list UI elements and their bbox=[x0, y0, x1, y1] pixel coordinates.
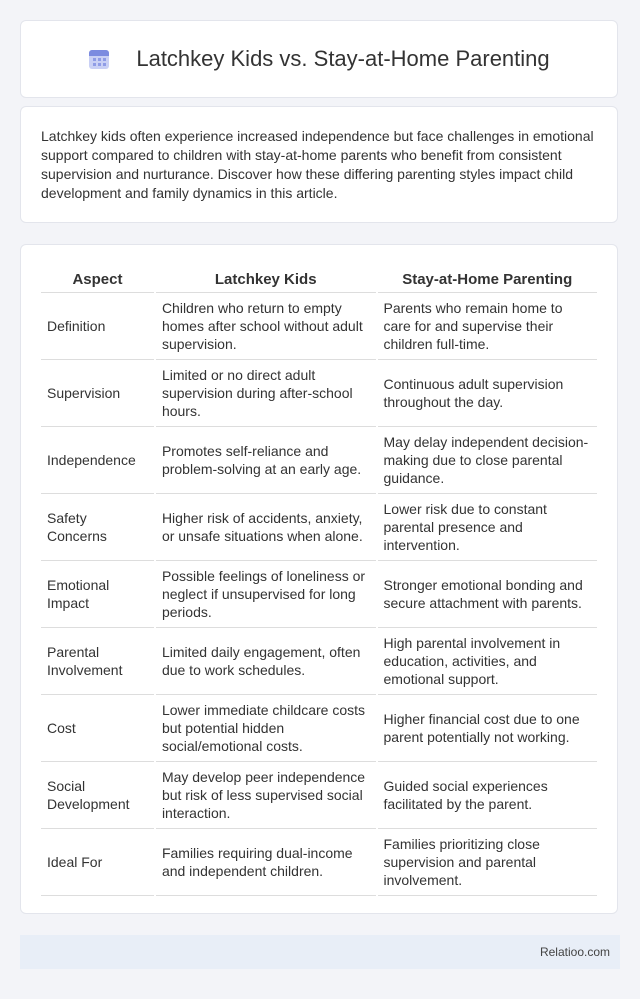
latchkey-cell: Families requiring dual-income and independent children. bbox=[156, 829, 376, 896]
stay-at-home-cell: Higher financial cost due to one parent potentially not working. bbox=[378, 695, 598, 762]
intro-card bbox=[20, 106, 618, 223]
stay-at-home-cell: High parental involvement in education, activities, and emotional support. bbox=[378, 628, 598, 695]
column-header: Stay-at-Home Parenting bbox=[378, 265, 598, 293]
calendar-icon bbox=[88, 48, 110, 70]
table-row bbox=[41, 427, 597, 494]
latchkey-cell: Children who return to empty homes after school without adult supervision. bbox=[156, 293, 376, 360]
comparison-table bbox=[39, 265, 599, 896]
latchkey-cell: Promotes self-reliance and problem-solving at an early age. bbox=[156, 427, 376, 494]
stay-at-home-cell: Parents who remain home to care for and supervise their children full-time. bbox=[378, 293, 598, 360]
intro-text: Latchkey kids often experience increased independence but face challenges in emotional support compared to children with stay-at-home parents who benefit from consistent supervision and nurturance. Discover how these differing parenting styles impact child development and family dynamics in this article. bbox=[41, 128, 594, 201]
footer bbox=[20, 935, 620, 969]
stay-at-home-cell: Stronger emotional bonding and secure attachment with parents. bbox=[378, 561, 598, 628]
aspect-cell: Social Development bbox=[41, 762, 154, 829]
latchkey-cell: May develop peer independence but risk of less supervised social interaction. bbox=[156, 762, 376, 829]
aspect-cell: Emotional Impact bbox=[41, 561, 154, 628]
table-row bbox=[41, 293, 597, 360]
table-row bbox=[41, 829, 597, 896]
stay-at-home-cell: Lower risk due to constant parental presence and intervention. bbox=[378, 494, 598, 561]
stay-at-home-cell: Families prioritizing close supervision and parental involvement. bbox=[378, 829, 598, 896]
table-row bbox=[41, 628, 597, 695]
table-header-row bbox=[41, 265, 597, 293]
footer-brand: Relatioo.com bbox=[539, 945, 610, 959]
aspect-cell: Ideal For bbox=[41, 829, 154, 896]
latchkey-cell: Limited daily engagement, often due to work schedules. bbox=[156, 628, 376, 695]
table-row bbox=[41, 360, 597, 427]
stay-at-home-cell: May delay independent decision-making due to close parental guidance. bbox=[378, 427, 598, 494]
latchkey-cell: Lower immediate childcare costs but potential hidden social/emotional costs. bbox=[156, 695, 376, 762]
aspect-cell: Definition bbox=[41, 293, 154, 360]
latchkey-cell: Higher risk of accidents, anxiety, or unsafe situations when alone. bbox=[156, 494, 376, 561]
header-card bbox=[20, 20, 618, 98]
aspect-cell: Parental Involvement bbox=[41, 628, 154, 695]
aspect-cell: Safety Concerns bbox=[41, 494, 154, 561]
comparison-card bbox=[20, 244, 618, 914]
column-header: Aspect bbox=[41, 265, 154, 293]
table-row bbox=[41, 695, 597, 762]
latchkey-cell: Possible feelings of loneliness or neglect if unsupervised for long periods. bbox=[156, 561, 376, 628]
aspect-cell: Supervision bbox=[41, 360, 154, 427]
latchkey-cell: Limited or no direct adult supervision during after-school hours. bbox=[156, 360, 376, 427]
page-title: Latchkey Kids vs. Stay-at-Home Parenting bbox=[136, 46, 550, 71]
stay-at-home-cell: Continuous adult supervision throughout the day. bbox=[378, 360, 598, 427]
aspect-cell: Independence bbox=[41, 427, 154, 494]
table-row bbox=[41, 762, 597, 829]
table-row bbox=[41, 494, 597, 561]
table-row bbox=[41, 561, 597, 628]
aspect-cell: Cost bbox=[41, 695, 154, 762]
column-header: Latchkey Kids bbox=[156, 265, 376, 293]
stay-at-home-cell: Guided social experiences facilitated by the parent. bbox=[378, 762, 598, 829]
